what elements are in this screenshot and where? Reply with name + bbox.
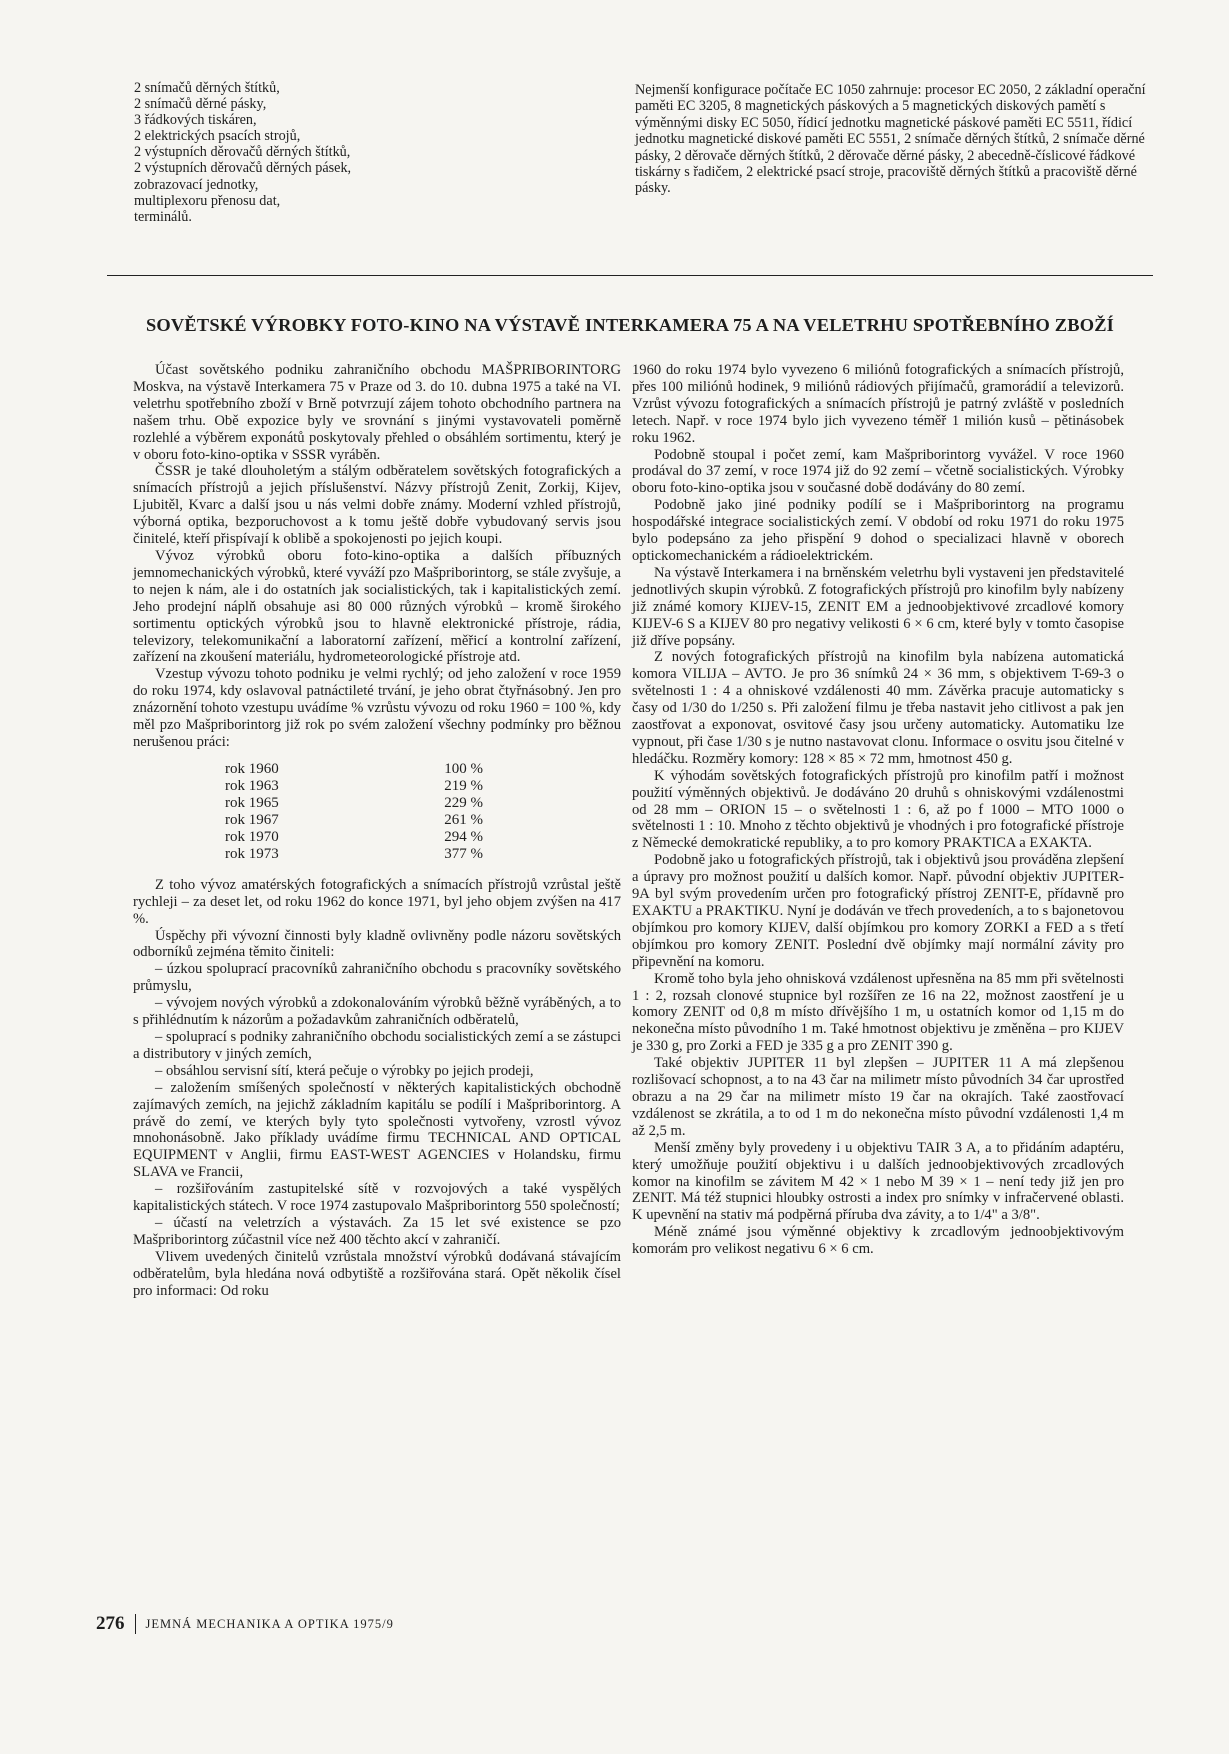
footer-separator [135, 1614, 136, 1634]
previous-article-configuration [635, 82, 1160, 197]
paragraph: – založením smíšených společností v některých kapitalistických obchodně zajímavých zemích, na jejichž základním kapitálu se podílí i Mašpriborintorg. A právě do zemí, ve kterých byly tyto společnosti vytvořeny, vzrostl vývoz mnohonásobně. Jako příklady uvádíme firmu TECHNICAL AND OPTICAL EQUIPMENT v Anglii, firmu EAST-WEST AGENCIES v Holandsku, firmu SLAVA ve Francii, [133, 1079, 621, 1181]
left-column [133, 362, 621, 1300]
paragraph: ČSSR je také dlouholetým a stálým odběratelem sovětských fotografických a snímacích přístrojů a jejich příslušenství. Názvy přístrojů Zenit, Zorkij, Kijev, Ljubitěl, Kvarc a další jsou u nás velmi dobře známy. Moderní vzhled přístrojů, výborná optika, bezporuchovost a k tomu ještě dobře vybudovaný servis jsou činitelé, kteří přispívají k oblibě a spokojenosti po jejich koupi. [133, 463, 621, 548]
percent-cell: 229 % [444, 794, 483, 811]
page-footer [96, 1613, 394, 1635]
table-row [225, 761, 483, 778]
paragraph: – účastí na veletrzích a výstavách. Za 15 let své existence se pzo Mašpriborintorg zúčastnil více než 400 těchto akcí v zahraničí. [133, 1214, 621, 1248]
journal-name: JEMNÁ MECHANIKA A OPTIKA 1975/9 [145, 1616, 394, 1631]
list-line: zobrazovací jednotky, [134, 176, 259, 193]
year-cell: rok 1960 [225, 760, 279, 777]
percent-cell: 219 % [444, 777, 483, 794]
percent-cell: 100 % [444, 760, 483, 777]
percent-cell: 261 % [444, 811, 483, 828]
paragraph: Z nových fotografických přístrojů na kinofilm byla nabízena automatická komora VILIJA – AVTO. Je pro 36 snímků 24 × 36 mm, s objektivem T-69-3 o světelnosti 1 : 4 a ohniskové vzdálenosti 40 mm. Závěrka pracuje automaticky s časy od 1/30 do 1/250 s. Při založení filmu je třeba nastavit jeho citlivost a pak jen zaostřovat a exponovat, osvitové časy jsou určeny automaticky. Automatiku lze vypnout, při čase 1/30 s je nutno nastavovat clonu. Informace o osvitu jsou čitelné v hledáčku. Rozměry komory: 128 × 85 × 72 mm, hmotnost 450 g. [632, 649, 1124, 767]
article-title: SOVĚTSKÉ VÝROBKY FOTO-KINO NA VÝSTAVĚ INTERKAMERA 75 A NA VELETRHU SPOTŘEBNÍHO ZBOŽÍ [145, 315, 1115, 335]
right-column [632, 362, 1124, 1258]
section-divider [107, 275, 1153, 276]
list-line: 2 snímačů děrné pásky, [134, 96, 267, 113]
year-cell: rok 1967 [225, 811, 279, 828]
percent-cell: 294 % [444, 828, 483, 845]
list-line: multiplexoru přenosu dat, [134, 192, 281, 209]
paragraph: Podobně stoupal i počet zemí, kam Mašpriborintorg vyvážel. V roce 1960 prodával do 37 zemí, v roce 1974 již do 92 zemí – včetně socialistických. Výrobky oboru foto-kino-optika jsou v současné době dodávány do 80 zemí. [632, 446, 1124, 497]
paragraph: Z toho vývoz amatérských fotografických a snímacích přístrojů vzrůstal ještě rychleji – za deset let, od roku 1962 do konce 1971, byl jeho objem zvýšen na 417 %. [133, 876, 621, 927]
list-line: terminálů. [134, 208, 192, 225]
configuration-paragraph: Nejmenší konfigurace počítače EC 1050 zahrnuje: procesor EC 2050, 2 základní operační paměti EC 3205, 8 magnetických páskových a 5 magnetických diskových pamětí s výměnnými disky EC 5050, řídicí jednotku magnetické páskové paměti EC 5511, řídicí jednotku magnetické diskové paměti EC 5551, 2 snímače děrných štítků, 2 snímače děrné pásky, 2 děrovače děrných štítků, 2 děrovače děrné pásky, 2 abecedně-číslicové řádkové tiskárny s řadičem, 2 elektrické psací stroje, pracoviště děrných štítků a pracoviště děrné pásky. [635, 82, 1146, 197]
paragraph: – vývojem nových výrobků a zdokonalováním výrobků běžně vyráběných, a to s přihlédnutím k názorům a požadavkům zahraničních odběratelů, [133, 995, 621, 1029]
year-cell: rok 1965 [225, 794, 279, 811]
paragraph: Úspěchy při vývozní činnosti byly kladně ovlivněny podle názoru sovětských odborníků zejména těmito činiteli: [133, 927, 621, 961]
paragraph: Podobně jako u fotografických přístrojů, tak i objektivů jsou prováděna zlepšení a úpravy pro možnost použití u dalších komor. Např. původní objektiv JUPITER-9A byl svým provedením určen pro fotografický přístroj ZENIT-E, přídavně pro EXAKTU a PRAKTIKU. Nyní je dodáván ve třech provedeních, a to s bajonetovou objímkou pro komory KIJEV, další objímkou pro komory ZORKI a FED a s třetí objímkou pro komory ZENIT. Poslední dvě objímky mají normální závity pro připevnění na komoru. [632, 852, 1124, 970]
paragraph: Také objektiv JUPITER 11 byl zlepšen – JUPITER 11 A má zlepšenou rozlišovací schopnost, a to na 43 čar na milimetr místo původních 34 čar uprostřed obrazu a na 29 čar na milimetr místo 19 čar na okrajích. Také zaostřovací vzdálenost se zkrátila, a to od 1 m do nekonečna místo původní vzdálenosti 1,4 m až 2,5 m. [632, 1055, 1124, 1139]
year-cell: rok 1970 [225, 828, 279, 845]
paragraph: Na výstavě Interkamera i na brněnském veletrhu byli vystaveni jen představitelé jednotlivých skupin výrobků. Z fotografických přístrojů pro kinofilm byly nabízeny již známé komory KIJEV-15, ZENIT EM a jednoobjektivové zrcadlové komory KIJEV-6 S a KIJEV 80 pro negativy velikosti 6 × 6 cm, které byly v tomto časopise již dříve popsány. [632, 564, 1124, 649]
paragraph: – obsáhlou servisní sítí, která pečuje o výrobky po jejich prodeji, [155, 1062, 534, 1079]
table-row [225, 778, 483, 795]
paragraph: Kromě toho byla jeho ohnisková vzdálenost upřesněna na 85 mm při světelnosti 1 : 2, rozsah clonové stupnice byl rozšířen ze 16 na 22, možnost zaostření je u komory ZENIT od 0,8 m místo dřívějšího 1 m, u ostatních komor od 1,15 m do nekonečna místo původního 1 m. Také hmotnost objektivu je změněna – pro KIJEV je 330 g, pro Zorki a FED je 335 g a pro ZENIT 390 g. [632, 970, 1124, 1055]
list-line: 2 elektrických psacích strojů, [134, 128, 301, 145]
paragraph: – spoluprací s podniky zahraničního obchodu socialistických zemí a se zástupci a distributory v jiných zemích, [133, 1029, 621, 1062]
export-growth-table [225, 761, 483, 863]
paragraph: – rozšiřováním zastupitelské sítě v rozvojových a také vyspělých kapitalistických státech. V roce 1974 zastupovalo Mašpriborintorg 550 společností; [133, 1181, 621, 1215]
percent-cell: 377 % [444, 845, 483, 862]
page-number: 276 [96, 1613, 125, 1634]
previous-article-list [134, 80, 514, 225]
paragraph: Vzestup vývozu tohoto podniku je velmi rychlý; od jeho založení v roce 1959 do roku 1974, kdy oslavoval patnáctileté trvání, je jeho obrat čtyřnásobný. Jen pro znázornění tohoto vzestupu uvádíme % vzrůstu vývozu od roku 1960 = 100 %, kdy měl pzo Mašpriborintorg již rok po svém založení všechny podmínky pro běžnou nerušenou práci: [133, 666, 621, 750]
year-cell: rok 1963 [225, 777, 279, 794]
paragraph: Menší změny byly provedeny i u objektivu TAIR 3 A, a to přidáním adaptéru, který umožňuje použití objektivu i u dalších jednoobjektivových zrcadlových komor na kinofilm se závitem M 42 × 1 nebo M 39 × 1 – není tedy již jen pro ZENIT. Má též stupnici hloubky ostrosti a index pro snímky v infračervené oblasti. K upevnění na stativ má podpěrná příruba dva závity, a to 1/4" a 3/8". [632, 1139, 1124, 1224]
list-line: 2 výstupních děrovačů děrných pásek, [134, 160, 352, 177]
table-row [225, 846, 483, 863]
list-line: 2 snímačů děrných štítků, [134, 80, 280, 96]
table-row [225, 829, 483, 846]
paragraph: Podobně jako jiné podniky podílí se i Mašpriborintorg na programu hospodářské integrace socialistických zemí. V období od roku 1971 do roku 1975 bylo podepsáno za jeho přispění 9 dohod o specializaci hlavně v oborech optickomechanickém a rádioelektrickém. [632, 497, 1124, 564]
paragraph: Méně známé jsou výměnné objektivy k zrcadlovým jednoobjektivovým komorám pro velikost negativu 6 × 6 cm. [632, 1224, 1124, 1258]
paragraph: K výhodám sovětských fotografických přístrojů pro kinofilm patří i možnost použití výměnných objektivů. Je dodáváno 20 druhů s ohniskovými vzdálenostmi od 28 mm – ORION 15 – o světelnosti 1 : 6, až po f 1000 – MTO 1000 o světelnosti 1 : 10. Mnoho z těchto objektivů je vhodných i pro fotografické přístroje z Německé demokratické republiky, a to pro komory PRAKTICA a EXAKTA. [632, 767, 1124, 852]
paragraph: – úzkou spoluprací pracovníků zahraničního obchodu s pracovníky sovětského průmyslu, [133, 961, 621, 995]
paragraph: 1960 do roku 1974 bylo vyvezeno 6 miliónů fotografických a snímacích přístrojů, přes 100 miliónů hodinek, 9 miliónů rádiových přijímačů, gramorádií a televizorů. Vzrůst vývozu fotografických a snímacích přístrojů je patrný zvláště v posledních letech. Např. v roce 1974 bylo jich vyvezeno téměř 1 milión kusů – pětinásobek roku 1962. [632, 362, 1124, 446]
paragraph: Účast sovětského podniku zahraničního obchodu MAŠPRIBORINTORG Moskva, na výstavě Interkamera 75 v Praze od 3. do 10. dubna 1975 a také na VI. veletrhu spotřebního zboží v Brně potvrzují zájem tohoto obchodního partnera na našem trhu. Obě expozice byly ve srovnání s jinými vystavovateli poměrně rozlehlé a výběrem exponátů poskytovaly přehled o obsáhlém sortimentu, který je v oboru foto-kino-optika v SSSR vyráběn. [133, 362, 621, 463]
list-line: 2 výstupních děrovačů děrných štítků, [134, 144, 351, 161]
table-row [225, 812, 483, 829]
list-line: 3 řádkových tiskáren, [134, 112, 257, 129]
paragraph: Vlivem uvedených činitelů vzrůstala množství výrobků dodávaná stávajícím odběratelům, byla hledána nová odbytiště a rozšiřována stará. Opět několik čísel pro informaci: Od roku [133, 1248, 621, 1299]
year-cell: rok 1973 [225, 845, 279, 862]
table-row [225, 795, 483, 812]
paragraph: Vývoz výrobků oboru foto-kino-optika a dalších příbuzných jemnomechanických výrobků, které vyváží pzo Mašpriborintorg, se stále zvyšuje, a to nejen k nám, ale i do ostatních jak socialistických, tak i kapitalistických zemí. Jeho prodejní náplň obsahuje asi 80 000 různých výrobků – kromě širokého sortimentu optických výrobků jsou to hlavně elektronické přístroje, rádia, televizory, telekomunikační a laboratorní zařízení, měřicí a kontrolní zařízení, zařízení na zkoušení materiálu, hydrometeorologické přístroje atd. [133, 547, 621, 666]
